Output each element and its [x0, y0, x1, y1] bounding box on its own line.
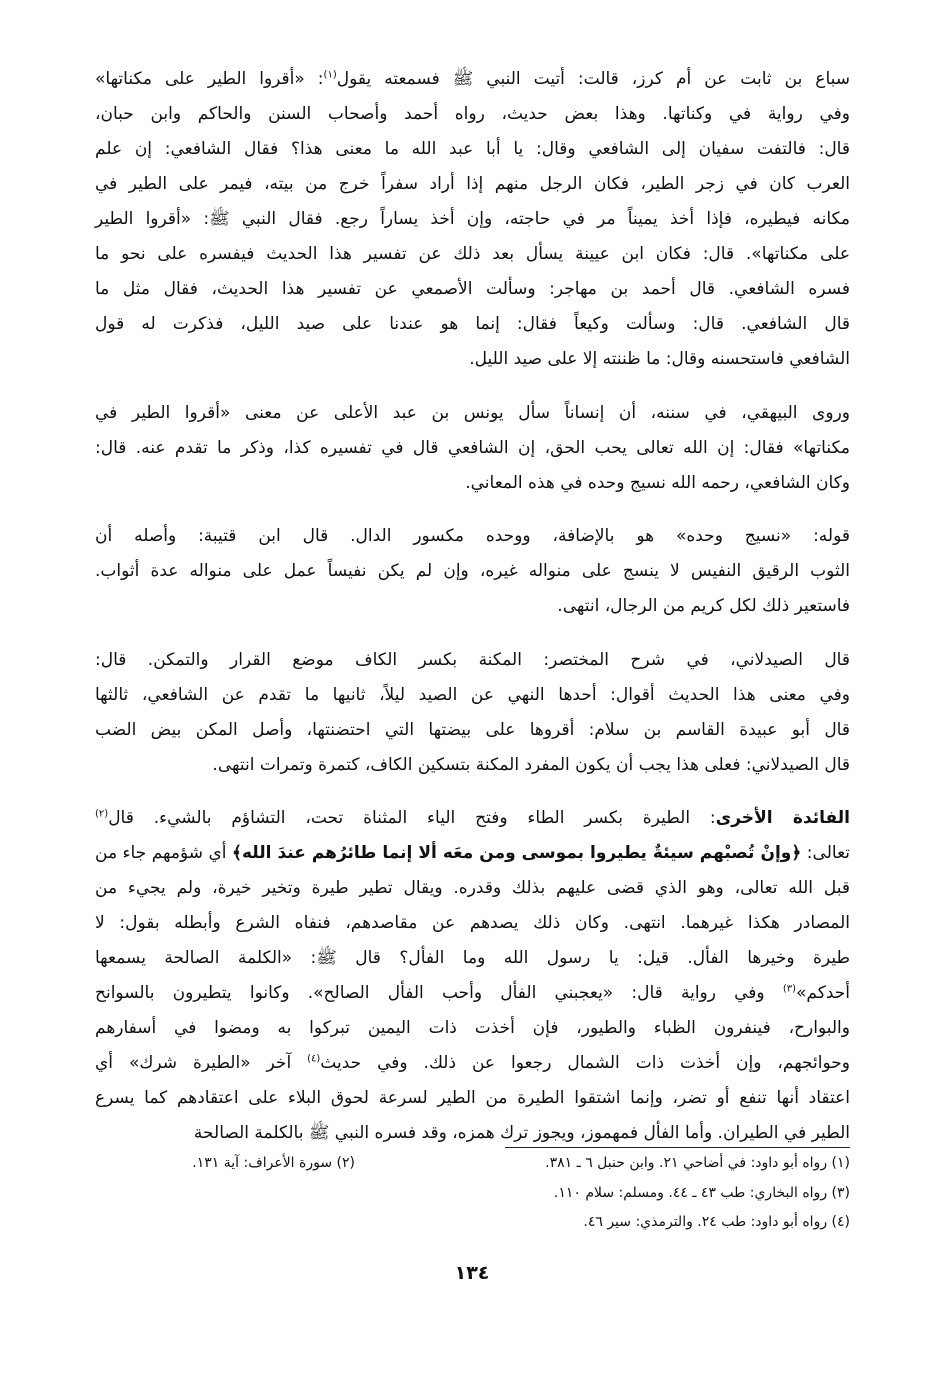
- text-segment: اعتقاد أنها تنفع أو تضر، وإنما اشتقوا الطيرة من الطير لسرعة لحوق البلاء على اعتقادهم كما يسرع: [95, 1088, 850, 1108]
- text-segment: الشافعي فاستحسنه وقال: ما ظننته إلا على صيد الليل.: [469, 349, 850, 369]
- text-segment: أحدكم»: [796, 983, 850, 1003]
- text-line: [95, 645, 850, 675]
- text-segment: قبل الله تعالى، وهو الذي قضى عليهم بذلك وقدره. ويقال تطير طيرة وتخير خيرة، ولم يجيء من: [95, 878, 850, 898]
- footnote-1: (١) رواه أبو داود: في أضاحي ٢١. وابن حنبل ٦ ـ ٣٨١.: [545, 1155, 850, 1171]
- text-segment: سباع بن ثابت عن أم كرز، قالت: أتيت النبي ﷺ فسمعته يقول: [336, 69, 851, 89]
- text-line: [95, 134, 850, 164]
- text-segment: طيرة وخيرها الفأل. قيل: يا رسول الله وما الفأل؟ قال ﷺ: «الكلمة الصالحة يسمعها: [95, 948, 850, 968]
- text-line: [95, 1118, 850, 1148]
- footnote-marker: (١): [323, 69, 337, 81]
- text-line: [95, 715, 850, 745]
- text-line: [95, 803, 850, 833]
- footnote-2: (٢) سورة الأعراف: آية ١٣١.: [192, 1155, 355, 1171]
- text-segment: وفي رواية قال: «يعجبني الفأل وأحب الفأل الصالح». وكانوا يتطيرون بالسوانح: [95, 983, 783, 1003]
- footnote-divider: [505, 1147, 850, 1148]
- text-segment: على مكناتها». قال: فكان ابن عيينة يسأل بعد ذلك عن تفسير هذا الحديث فيفسره على نحو ما: [95, 244, 850, 264]
- emphasized-text: ﴿وإنْ تُصبْهم سيئةٌ يطيروا بموسى ومن معَه ألا إنما طائرُهم عندَ الله﴾: [232, 843, 802, 863]
- text-segment: أي شؤمهم جاء من: [95, 843, 233, 863]
- text-line: [95, 468, 850, 498]
- text-segment: قال الصيدلاني، في شرح المختصر: المكنة بكسر الكاف موضع القرار والتمكن. قال:: [95, 649, 850, 670]
- text-segment: العرب كان في زجر الطير، فكان الرجل منهم إذا أراد سفراً خرج من بيته، فيمر على الطير في: [95, 174, 850, 194]
- footnote-marker: (٢): [95, 808, 109, 820]
- text-line: [95, 398, 850, 428]
- text-segment: مكانه فيطيره، فإذا أخذ يميناً مر في حاجته، وإن أخذ يساراً رجع. فقال النبي ﷺ: «أقروا الطير: [95, 209, 850, 229]
- text-line: [95, 556, 850, 586]
- text-segment: آخر «الطيرة شرك» أي: [95, 1053, 308, 1073]
- text-line: [95, 591, 850, 621]
- text-line: [95, 908, 850, 938]
- text-line: [95, 1083, 850, 1113]
- text-segment: قال الصيدلاني: فعلى هذا يجب أن يكون المفرد المكنة بتسكين الكاف، كتمرة وتمرات انتهى.: [212, 754, 850, 775]
- footnote-3: (٣) رواه البخاري: طب ٤٣ ـ ٤٤. ومسلم: سلام ١١٠.: [553, 1185, 850, 1201]
- text-line: [95, 433, 850, 463]
- text-line: [95, 750, 850, 780]
- text-line: [95, 274, 850, 304]
- page-number: ١٣٤: [454, 1262, 490, 1284]
- text-segment: الطير في الطيران. وأما الفأل فمهموز، ويجوز ترك همزه، وقد فسره النبي ﷺ بالكلمة الصالحة: [193, 1123, 850, 1143]
- text-line: [95, 239, 850, 269]
- text-segment: قال أبو عبيدة القاسم بن سلام: أقروها على بيضتها التي احتضنتها، وأصل المكن بيض الضب: [95, 719, 850, 740]
- text-segment: : الطيرة بكسر الطاء وفتح الياء المثناة تحت، التشاؤم بالشيء. قال: [108, 808, 716, 828]
- text-line: [95, 1048, 850, 1078]
- text-line: [95, 64, 850, 94]
- text-line: [95, 838, 850, 868]
- text-segment: وفي رواية في وكناتها. وهذا بعض حديث، رواه أحمد وأصحاب السنن والحاكم وابن حبان،: [95, 104, 850, 124]
- footnote-marker: (٤): [307, 1053, 321, 1065]
- emphasized-text: الفائدة الأخرى: [715, 808, 850, 828]
- footnote-marker: (٣): [782, 983, 797, 995]
- text-segment: تعالى:: [801, 843, 850, 863]
- text-segment: مكناتها» فقال: إن الله تعالى يحب الحق، إن الشافعي قال في تفسيره كذا، وذكر ما تقدم عنه. قال:: [95, 437, 850, 458]
- text-segment: وروى البيهقي، في سننه، أن إنساناً سأل يونس بن عبد الأعلى عن معنى «أقروا الطير في: [95, 402, 850, 423]
- text-segment: : «أقروا الطير على مكناتها»: [95, 69, 324, 89]
- text-line: [95, 344, 850, 374]
- text-line: [95, 978, 850, 1008]
- text-segment: وحوائجهم، وإن أخذت ذات الشمال رجعوا عن ذلك. وفي حديث: [320, 1053, 850, 1073]
- text-segment: وكان الشافعي، رحمه الله نسيج وحده في هذه المعاني.: [465, 472, 850, 493]
- text-segment: الثوب الرقيق النفيس لا ينسج على منواله غيره، وإن لم يكن نفيساً عمل على منواله عدة أثواب.: [95, 561, 850, 581]
- text-segment: والبوارح، فينفرون الظباء والطيور، فإن أخذت ذات اليمين تبركوا به ومضوا في أسفارهم: [95, 1018, 850, 1038]
- text-line: [95, 943, 850, 973]
- text-line: [95, 309, 850, 339]
- text-line: [95, 521, 850, 551]
- text-segment: المصادر هكذا غيرهما. انتهى. وكان ذلك يصدهم عن مقاصدهم، فنفاه الشرع وأبطله بقول: لا: [95, 913, 850, 933]
- text-line: [95, 873, 850, 903]
- text-segment: قال: فالتفت سفيان إلى الشافعي وقال: يا أبا عبد الله ما معنى هذا؟ فقال الشافعي: إن علم: [95, 139, 850, 159]
- footnote-4: (٤) رواه أبو داود: طب ٢٤. والترمذي: سير ٤٦.: [583, 1214, 850, 1230]
- text-segment: قوله: «نسيج وحده» هو بالإضافة، ووحده مكسور الدال. قال ابن قتيبة: وأصله أن: [95, 526, 850, 546]
- text-line: [95, 204, 850, 234]
- text-line: [95, 1013, 850, 1043]
- text-line: [95, 99, 850, 129]
- text-line: [95, 169, 850, 199]
- text-segment: فسره الشافعي. قال أحمد بن مهاجر: وسألت الأصمعي عن تفسير هذا الحديث، فقال مثل ما: [95, 279, 850, 299]
- text-line: [95, 680, 850, 710]
- text-segment: قال الشافعي. قال: وسألت وكيعاً فقال: إنما هو عندنا على صيد الليل، فذكرت له قول: [95, 314, 850, 334]
- text-segment: وفي معنى هذا الحديث أقوال: أحدها النهي عن الصيد ليلاً، ثانيها ما تقدم عن الشافعي، ثالثها: [95, 684, 850, 705]
- text-segment: فاستعير ذلك لكل كريم من الرجال، انتهى.: [557, 596, 850, 616]
